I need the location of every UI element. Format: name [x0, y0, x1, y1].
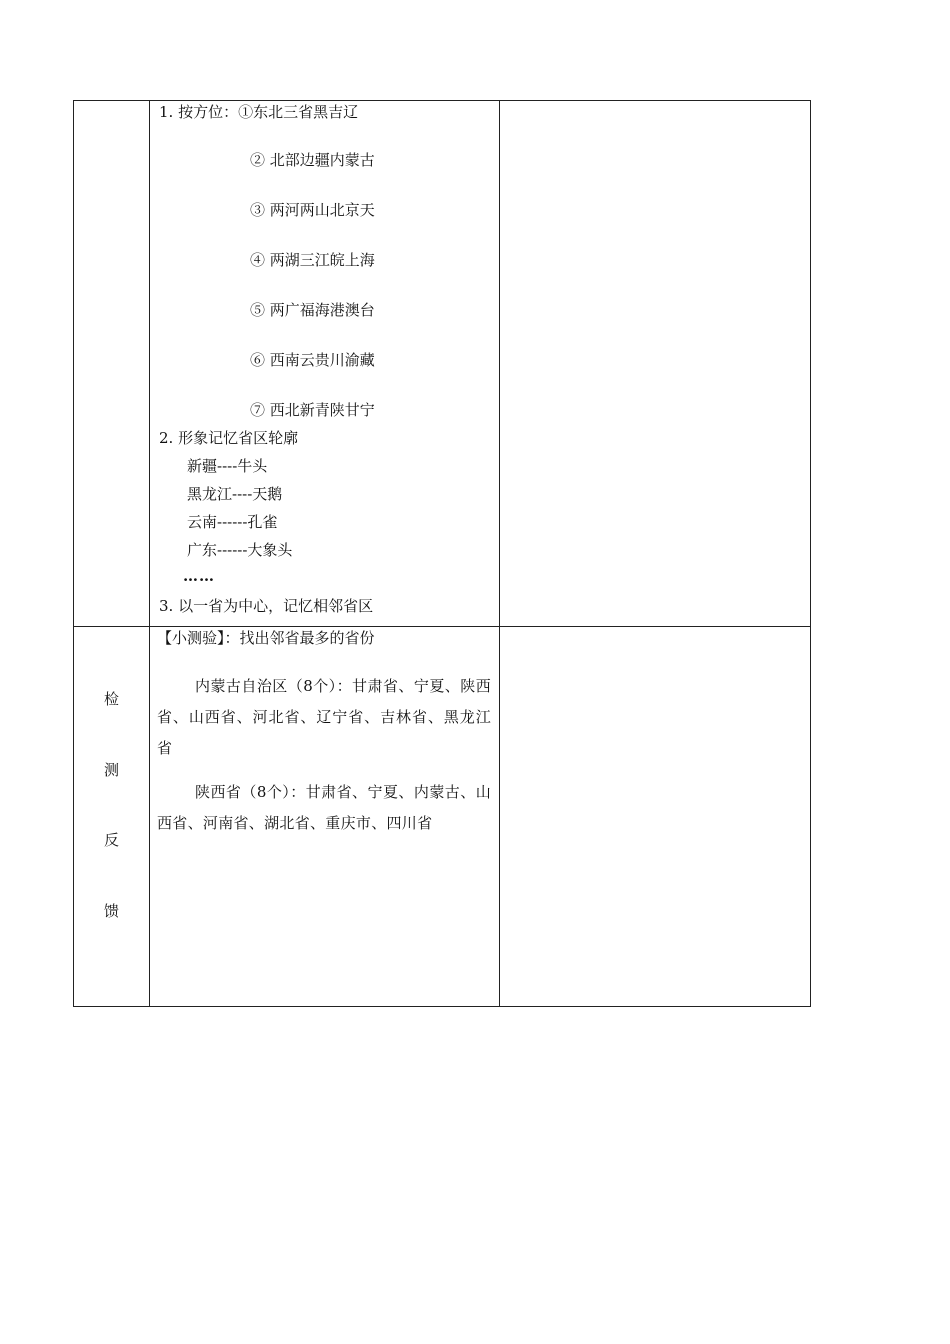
feedback-label-char: 测 — [103, 761, 119, 779]
item-1-heading: 1. 按方位：①东北三省黑吉辽 — [159, 103, 359, 121]
shape-line: 新疆----牛头 — [187, 457, 268, 475]
content-cell-quiz — [150, 627, 500, 1007]
region-line: ⑤ 两广福海港澳台 — [250, 301, 375, 319]
feedback-label-char: 检 — [103, 690, 119, 708]
table-row — [74, 627, 811, 1007]
lesson-table — [73, 100, 811, 1007]
region-line: ⑦ 西北新青陕甘宁 — [250, 401, 375, 419]
shape-line: 云南------孔雀 — [187, 513, 278, 531]
region-line: ⑥ 西南云贵川渝藏 — [250, 351, 375, 369]
feedback-label-char: 馈 — [103, 902, 119, 920]
quiz-title: 【小测验】：找出邻省最多的省份 — [157, 629, 375, 647]
notes-cell-top — [500, 101, 811, 627]
content-cell-memory-methods — [150, 101, 500, 627]
region-line: ② 北部边疆内蒙古 — [250, 151, 375, 169]
region-line: ④ 两湖三江皖上海 — [250, 251, 375, 269]
notes-cell-bottom — [500, 627, 811, 1007]
shape-line: 广东------大象头 — [187, 541, 293, 559]
feedback-label-char: 反 — [103, 831, 119, 849]
shape-line: 黑龙江----天鹅 — [187, 485, 283, 503]
table-row — [74, 101, 811, 627]
answer-paragraph-inner-mongolia: 内蒙古自治区（8个）：甘肃省、宁夏、陕西省、山西省、河北省、辽宁省、吉林省、黑龙江省 — [157, 677, 491, 757]
answer-paragraph-shaanxi: 陕西省（8个）：甘肃省、宁夏、内蒙古、山西省、河南省、湖北省、重庆市、四川省 — [157, 783, 491, 832]
region-line: ③ 两河两山北京天 — [250, 201, 375, 219]
item-3-heading: 3. 以一省为中心，记忆相邻省区 — [159, 597, 374, 615]
label-cell-feedback — [74, 627, 150, 1007]
item-2-heading: 2. 形象记忆省区轮廓 — [159, 429, 299, 447]
label-cell-empty — [74, 101, 150, 627]
ellipsis: …… — [183, 567, 215, 585]
